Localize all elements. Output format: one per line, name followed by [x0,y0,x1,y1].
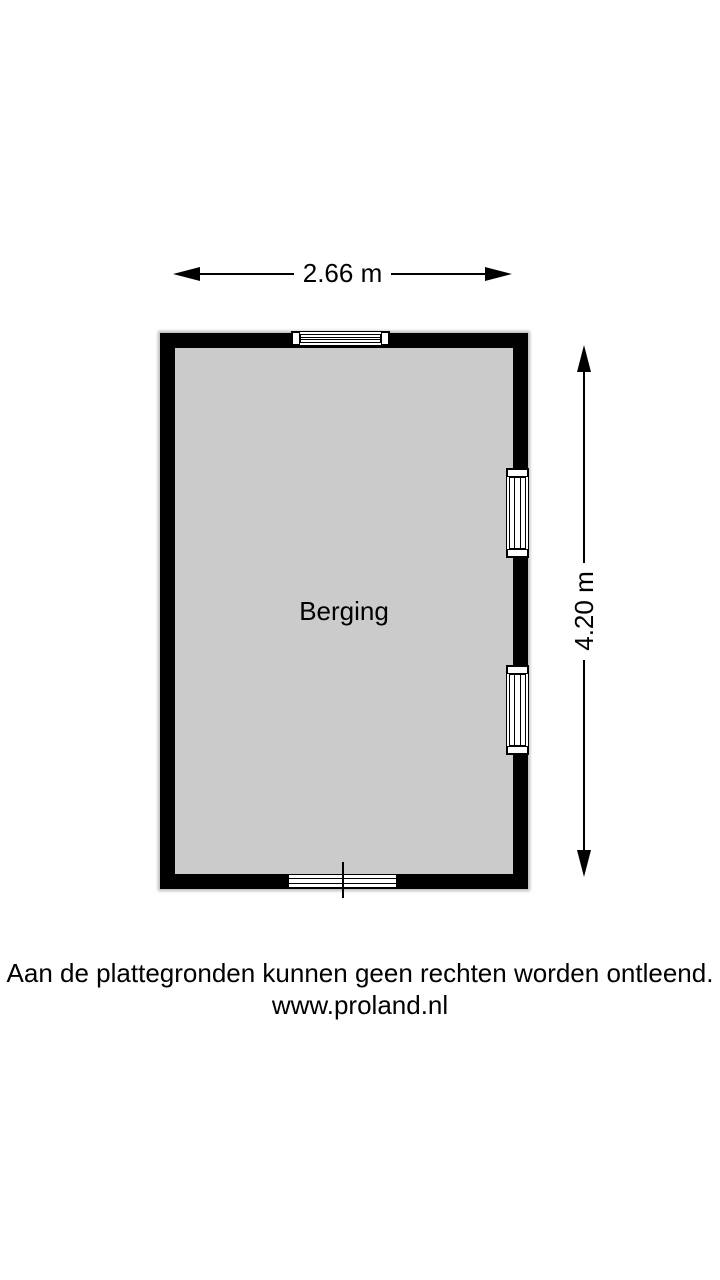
window-frame-cap [507,746,528,754]
window-glass [300,334,381,343]
width-dimension [173,260,512,287]
height-dimension-label-box [570,563,598,660]
disclaimer [0,957,720,1021]
window-right-upper [506,468,529,558]
height-dimension-label: 4.20 m [569,571,599,651]
window-glass [509,477,526,549]
arrowhead-down-icon [577,850,591,877]
window-glass [509,674,526,746]
window-frame-cap [507,666,528,674]
width-dimension-label: 2.66 m [302,258,383,288]
window-divider-line [342,862,344,898]
dimension-line [200,273,294,275]
dimension-line [583,660,585,851]
height-dimension [570,345,598,877]
window-frame-cap [292,332,300,345]
arrowhead-right-icon [485,267,512,281]
disclaimer-line1: Aan de plattegronden kunnen geen rechten worden ontleend. [6,958,714,988]
room-label: Berging [299,596,389,626]
window-frame-cap [381,332,389,345]
dimension-line [391,273,485,275]
arrowhead-left-icon [173,267,200,281]
window-frame-cap [507,549,528,557]
window-right-lower [506,665,529,755]
floorplan-drawing [160,333,528,889]
disclaimer-line2: www.proland.nl [271,990,449,1020]
dimension-line [583,372,585,563]
arrowhead-up-icon [577,345,591,372]
window-top [291,331,390,346]
window-frame-cap [507,469,528,477]
